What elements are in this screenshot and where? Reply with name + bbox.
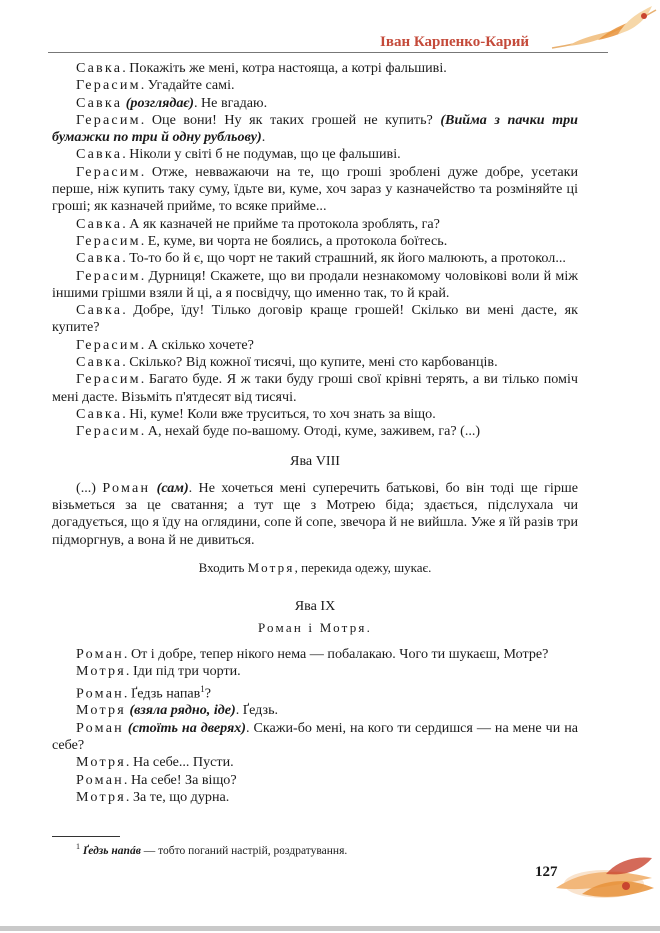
dialogue-line: Савка. Ніколи у світі б не подумав, що це фальшиві.	[76, 146, 401, 163]
dialogue-line: Герасим. Оце вони! Ну як таких грошей не купить? (Вийма з пачки три бумажки по три й одну рубльову).	[52, 111, 578, 146]
page-body	[52, 60, 578, 806]
header-rule	[48, 52, 608, 53]
footnote-marker: 1	[200, 683, 205, 694]
dialogue-line: Савка. Ні, куме! Коли вже труситься, то хоч знать за віщо.	[76, 405, 436, 422]
dialogue-line: Роман. От і добре, тепер нікого нема — побалакаю. Чого ти шукаєш, Мотре?	[76, 645, 549, 662]
scene-title: Ява VIII	[290, 452, 340, 469]
dialogue-line: Роман. Ґедзь напав$^1$?	[76, 683, 212, 702]
floral-ornament-icon	[548, 4, 660, 56]
page-number: 127	[535, 864, 558, 880]
stage-direction: Входить Мотря, перекида одежу, шукає.	[198, 560, 432, 576]
dialogue-line: Савка. То-то бо й є, що чорт не такий страшний, як його малюють, а протокол...	[76, 250, 566, 267]
running-header-author: Іван Карпенко-Карий	[380, 34, 530, 50]
dialogue-line: Мотря (взяла рядно, іде). Ґедзь.	[76, 702, 279, 719]
scene-cast: Роман і Мотря.	[257, 619, 373, 635]
dialogue-line: Герасим. Дурниця! Скажете, що ви продали незнакомому чоловікові воли й між іншими грішми взяли й ці, а я посвідчу, що именно так, то й край.	[52, 267, 578, 301]
dialogue-line: Герасим. Угадайте самі.	[76, 77, 235, 94]
footnote-rule	[52, 836, 120, 837]
dialogue-line: Роман. На себе! За віщо?	[76, 771, 237, 788]
dialogue-line: Мотря. За те, що дурна.	[76, 788, 230, 805]
dialogue-line: Герасим. А, нехай буде по-вашому. Отоді, куме, заживем, га? (...)	[76, 423, 481, 440]
dialogue-line: Роман (стоїть на дверях). Скажи-бо мені, на кого ти сердишся — на мене чи на себе?	[52, 719, 578, 754]
dialogue-line: Мотря. На себе... Пусти.	[76, 754, 234, 771]
dialogue-line: Савка. Добре, їду! Тілько договір краще грошей! Скілько ви мені дасте, як купите?	[52, 302, 578, 336]
page-bottom-bar	[0, 926, 660, 931]
dialogue-line: Савка. А як казначей не прийме та протокола зроблять, га?	[76, 215, 440, 232]
dialogue-line: Савка (розглядає). Не вгадаю.	[76, 94, 268, 111]
dialogue-line: Герасим. Отже, невважаючи на те, що гроші зроблені дуже добре, усетаки перше, ніж купить таку суму, їдьте ви, куме, хоч зараз у казначейство та розміняйте ці гроші; як казначей прийме, то всяке прийме...	[52, 163, 578, 215]
dialogue-line: (...) Роман (сам). Не хочеться мені суперечить батькові, бо він тоді ще гірше візьметься за це сватання; а тут ще з Мотрею біда; здається, підслухала чи догадується, що я їду на оглядини, сопе й сопе, звечора й не вийшла. Уже я їй разів три підморгнув, а вона й не дивиться.	[52, 479, 579, 548]
scene-title: Ява IX	[294, 598, 336, 615]
dialogue-line: Савка. Покажіть же мені, котра настояща, а котрі фальшиві.	[76, 60, 447, 76]
footnote: $^1$ Ґедзь напáв — тобто поганий настрій, роздратування.	[76, 842, 348, 857]
dialogue-line: Герасим. А скілько хочете?	[76, 336, 254, 353]
floral-ornament-icon	[486, 848, 656, 908]
dialogue-line: Мотря. Іди під три чорти.	[76, 663, 241, 680]
dialogue-line: Савка. Скілько? Від кожної тисячі, що купите, мені сто карбованців.	[76, 354, 498, 371]
dialogue-line: Герасим. Е, куме, ви чорта не боялись, а протокола боїтесь.	[76, 232, 448, 249]
dialogue-line: Герасим. Багато буде. Я ж таки буду гроші свої крівні терять, а ви тілько поміч мені дасте. Візьміть п'ятдесят від тисячі.	[52, 371, 578, 405]
